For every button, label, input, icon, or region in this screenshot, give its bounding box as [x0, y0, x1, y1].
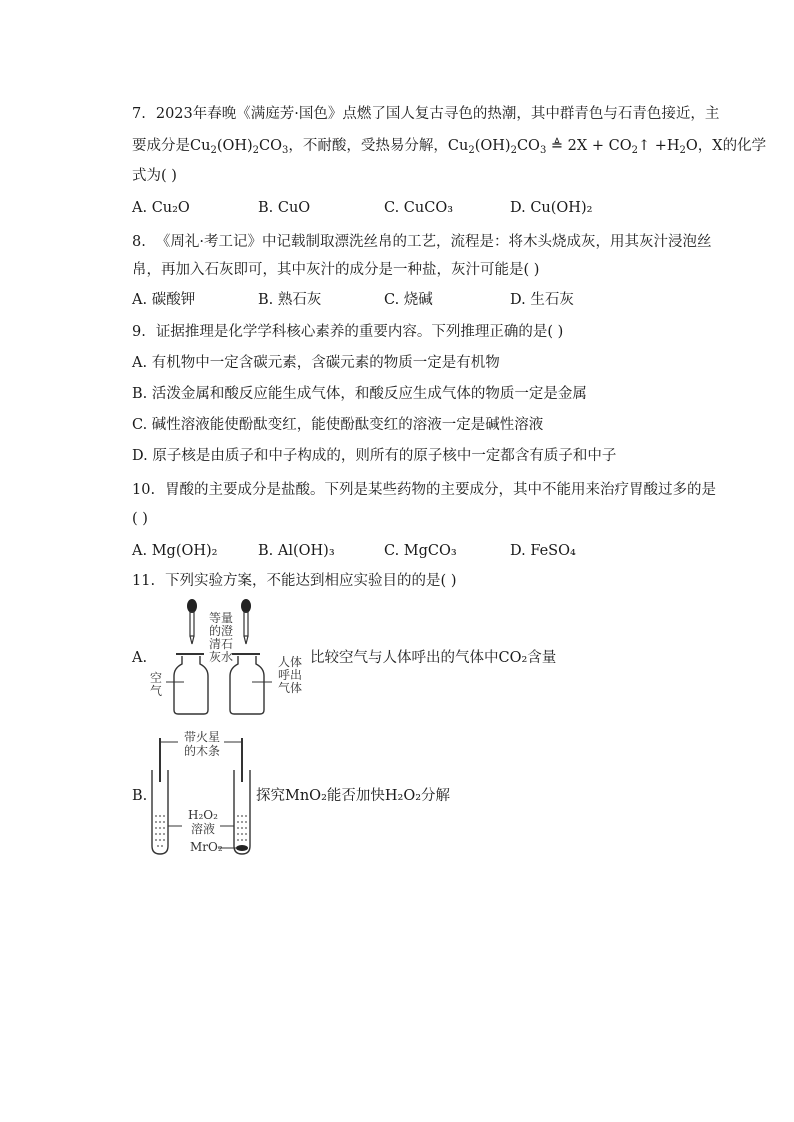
q7-text-2b: (OH)	[216, 138, 253, 154]
q7-line-1	[132, 104, 719, 124]
q11-line-1	[132, 571, 456, 591]
q9-number: 9.	[132, 324, 146, 340]
q7-text-2i: O，X的化学	[685, 138, 767, 154]
q7-text-2d: ，不耐酸，受热易分解，Cu	[288, 138, 469, 154]
q10-line-2: ( )	[132, 511, 148, 527]
q11-b-top-label-2: 的木条	[183, 744, 220, 758]
q8-text-1: 《周礼·考工记》中记载制取漂洗丝帛的工艺，流程是：将木头烧成灰，用其灰汁浸泡丝	[155, 234, 712, 250]
q9-option-c: C. 碱性溶液能使酚酞变红，能使酚酞变红的溶液一定是碱性溶液	[132, 417, 544, 433]
q8-option-c: C. 烧碱	[384, 292, 433, 308]
q11-number: 11.	[132, 573, 156, 589]
q11-a-left-label-1: 空	[150, 671, 163, 685]
right-test-tube-icon	[234, 770, 250, 854]
q8-number: 8.	[132, 234, 146, 250]
q9-option-d: D. 原子核是由质子和中子构成的，则所有的原子核中一定都含有质子和中子	[132, 448, 617, 464]
q11-option-b-text: 探究MnO₂能否加快H₂O₂分解	[256, 788, 451, 804]
q11-option-b-label: B.	[132, 788, 148, 804]
q11-b-top-label-1: 带火星	[183, 730, 220, 744]
left-gas-bottle-icon	[174, 654, 208, 714]
q7-text-2g: ≜ 2X + CO	[550, 138, 632, 154]
q11-b-bottom-label: MrO₂	[190, 840, 223, 854]
q11-b-mid-label	[186, 808, 220, 836]
q9-text-1: 证据推理是化学学科核心素养的重要内容。下列推理正确的是( )	[155, 324, 564, 340]
q10-option-a: A. Mg(OH)₂	[132, 543, 218, 559]
q11-a-left-label	[150, 672, 162, 698]
q10-text-1: 胃酸的主要成分是盐酸。下列是某些药物的主要成分，其中不能用来治疗胃酸过多的是	[165, 482, 717, 498]
q10-option-d: D. FeSO₄	[510, 543, 576, 559]
q7-option-a: A. Cu₂O	[132, 200, 190, 216]
q11-b-top-label	[180, 730, 224, 758]
q7-text-1: 2023年春晚《满庭芳·国色》点燃了国人复古寻色的热潮，其中群青色与石青色接近，主	[155, 106, 720, 122]
left-dropper-icon	[187, 599, 197, 644]
q11-a-top-label	[206, 612, 236, 664]
q7-text-2e: (OH)	[474, 138, 511, 154]
q8-option-a: A. 碳酸钾	[132, 292, 196, 308]
right-dropper-icon	[241, 599, 251, 644]
q10-option-b: B. Al(OH)₃	[258, 543, 335, 559]
q7-option-d: D. Cu(OH)₂	[510, 200, 593, 216]
q8-option-d: D. 生石灰	[510, 292, 574, 308]
q11-a-right-label	[278, 656, 302, 695]
q7-option-b: B. CuO	[258, 200, 311, 216]
q9-line-1	[132, 322, 563, 342]
q11-a-top-label-3: 清石	[208, 637, 233, 651]
q8-line-2: 帛，再加入石灰即可，其中灰汁的成分是一种盐，灰汁可能是( )	[132, 262, 540, 278]
q11-a-right-label-2: 呼出	[278, 668, 303, 682]
q11-text-1: 下列实验方案，不能达到相应实验目的的是( )	[165, 573, 457, 589]
q7-text-2h: ↑ +H	[637, 138, 680, 154]
q11-a-top-label-4: 灰水	[208, 650, 233, 664]
q7-line-3: 式为( )	[132, 168, 177, 184]
q8-option-b: B. 熟石灰	[258, 292, 322, 308]
q10-line-1	[132, 480, 716, 500]
q11-a-left-label-2: 气	[150, 684, 163, 698]
q9-option-a: A. 有机物中一定含碳元素，含碳元素的物质一定是有机物	[132, 355, 500, 371]
q11-a-right-label-3: 气体	[278, 681, 303, 695]
q7-text-2c: CO	[259, 138, 283, 154]
q8-line-1	[132, 232, 711, 252]
q7-text-2a: 要成分是Cu	[132, 138, 211, 154]
q10-number: 10.	[132, 482, 156, 498]
left-test-tube-icon	[152, 770, 168, 854]
q11-option-a-label: A.	[132, 650, 148, 666]
q9-option-b: B. 活泼金属和酸反应能生成气体，和酸反应生成气体的物质一定是金属	[132, 386, 587, 402]
q11-b-mid-label-1: H₂O₂	[188, 808, 218, 822]
q7-number: 7.	[132, 106, 146, 122]
q11-a-top-label-2: 的澄	[208, 624, 233, 638]
q11-b-mid-label-2: 溶液	[190, 822, 215, 836]
q10-option-c: C. MgCO₃	[384, 543, 457, 559]
q11-a-top-label-1: 等量	[208, 611, 233, 625]
q7-text-2f: CO	[516, 138, 540, 154]
q7-option-c: C. CuCO₃	[384, 200, 454, 216]
q7-line-2: 要成分是$Cu_2(OH)_2CO_3$，不耐酸，受热易分解，$Cu_2(OH)_2CO_3$ ≜ $2X + CO_2↑ +H_2O$，X的化学	[132, 138, 767, 156]
q11-option-a-text: 比较空气与人体呼出的气体中CO₂含量	[310, 650, 557, 666]
q11-a-right-label-1: 人体	[278, 655, 303, 669]
